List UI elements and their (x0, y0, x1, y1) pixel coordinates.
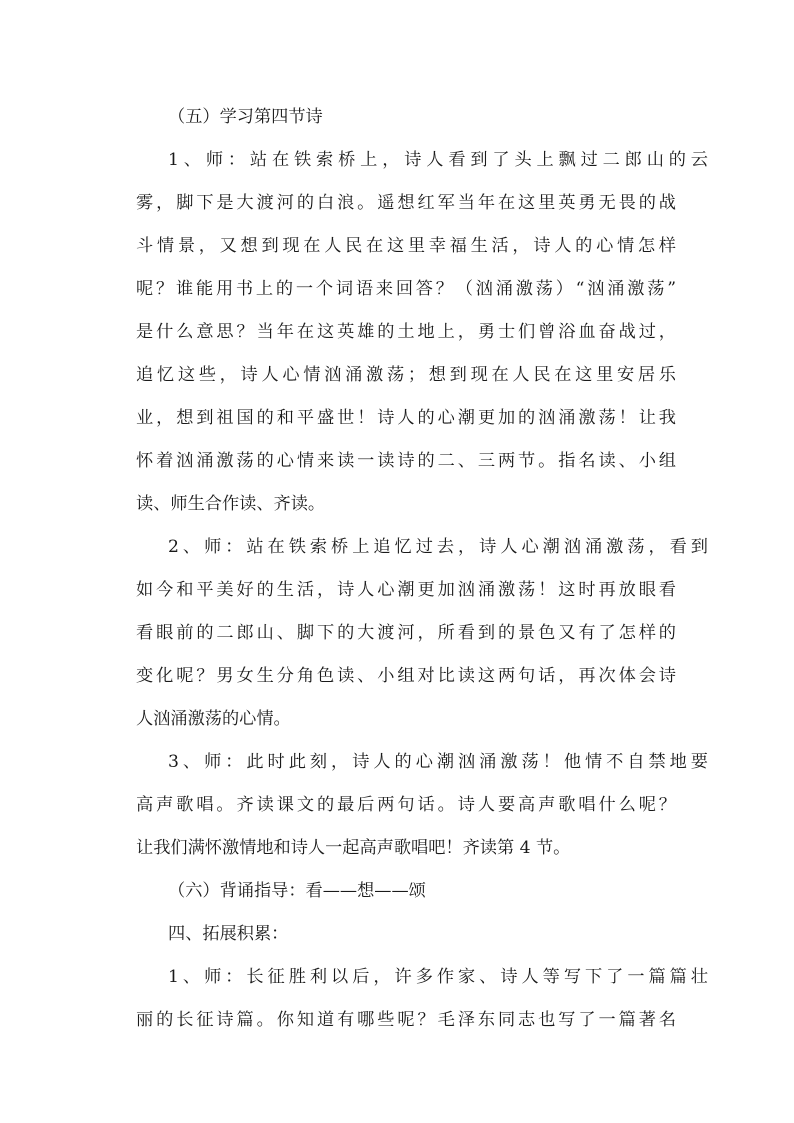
paragraph-line: 追忆这些，诗人心情汹涌激荡；想到现在人民在这里安居乐 (136, 365, 676, 385)
heading-section-four: 四、拓展积累： (168, 924, 289, 944)
paragraph-line: 业，想到祖国的和平盛世！诗人的心潮更加的汹涌激荡！让我 (136, 408, 676, 428)
paragraph-line: 怀着汹涌激荡的心情来读一读诗的二、三两节。指名读、小组 (136, 451, 676, 471)
paragraph-line: 呢？谁能用书上的一个词语来回答？（汹涌激荡）“汹涌激荡” (136, 279, 676, 299)
paragraph-line: 1、师：长征胜利以后，许多作家、诗人等写下了一篇篇壮 (168, 967, 708, 987)
paragraph-line: 如今和平美好的生活，诗人心潮更加汹涌激荡！这时再放眼看 (136, 580, 676, 600)
paragraph-line: 2、师：站在铁索桥上追忆过去，诗人心潮汹涌激荡，看到 (168, 537, 708, 557)
paragraph-line: 雾，脚下是大渡河的白浪。遥想红军当年在这里英勇无畏的战 (136, 193, 676, 213)
paragraph-line: 丽的长征诗篇。你知道有哪些呢？毛泽东同志也写了一篇著名 (136, 1010, 676, 1030)
paragraph-line: 变化呢？男女生分角色读、小组对比读这两句话，再次体会诗 (136, 666, 676, 686)
paragraph-line: 是什么意思？当年在这英雄的土地上，勇士们曾浴血奋战过， (136, 322, 676, 342)
paragraph-line: 3、师：此时此刻，诗人的心潮汹涌激荡！他情不自禁地要 (168, 752, 708, 772)
paragraph-line: 斗情景，又想到现在人民在这里幸福生活，诗人的心情怎样 (136, 236, 676, 256)
paragraph-line: 人汹涌激荡的心情。 (136, 709, 291, 729)
paragraph-line: 高声歌唱。齐读课文的最后两句话。诗人要高声歌唱什么呢？ (136, 795, 676, 815)
paragraph-line: 1、师：站在铁索桥上，诗人看到了头上飘过二郎山的云 (168, 150, 708, 170)
paragraph-line: 看眼前的二郎山、脚下的大渡河，所看到的景色又有了怎样的 (136, 623, 676, 643)
heading-section-5: （五）学习第四节诗 (168, 107, 323, 127)
paragraph-line: 读、师生合作读、齐读。 (136, 494, 326, 514)
heading-section-6: （六）背诵指导：看——想——颂 (168, 881, 426, 901)
paragraph-line: 让我们满怀激情地和诗人一起高声歌唱吧！齐读第 4 节。 (136, 838, 571, 858)
